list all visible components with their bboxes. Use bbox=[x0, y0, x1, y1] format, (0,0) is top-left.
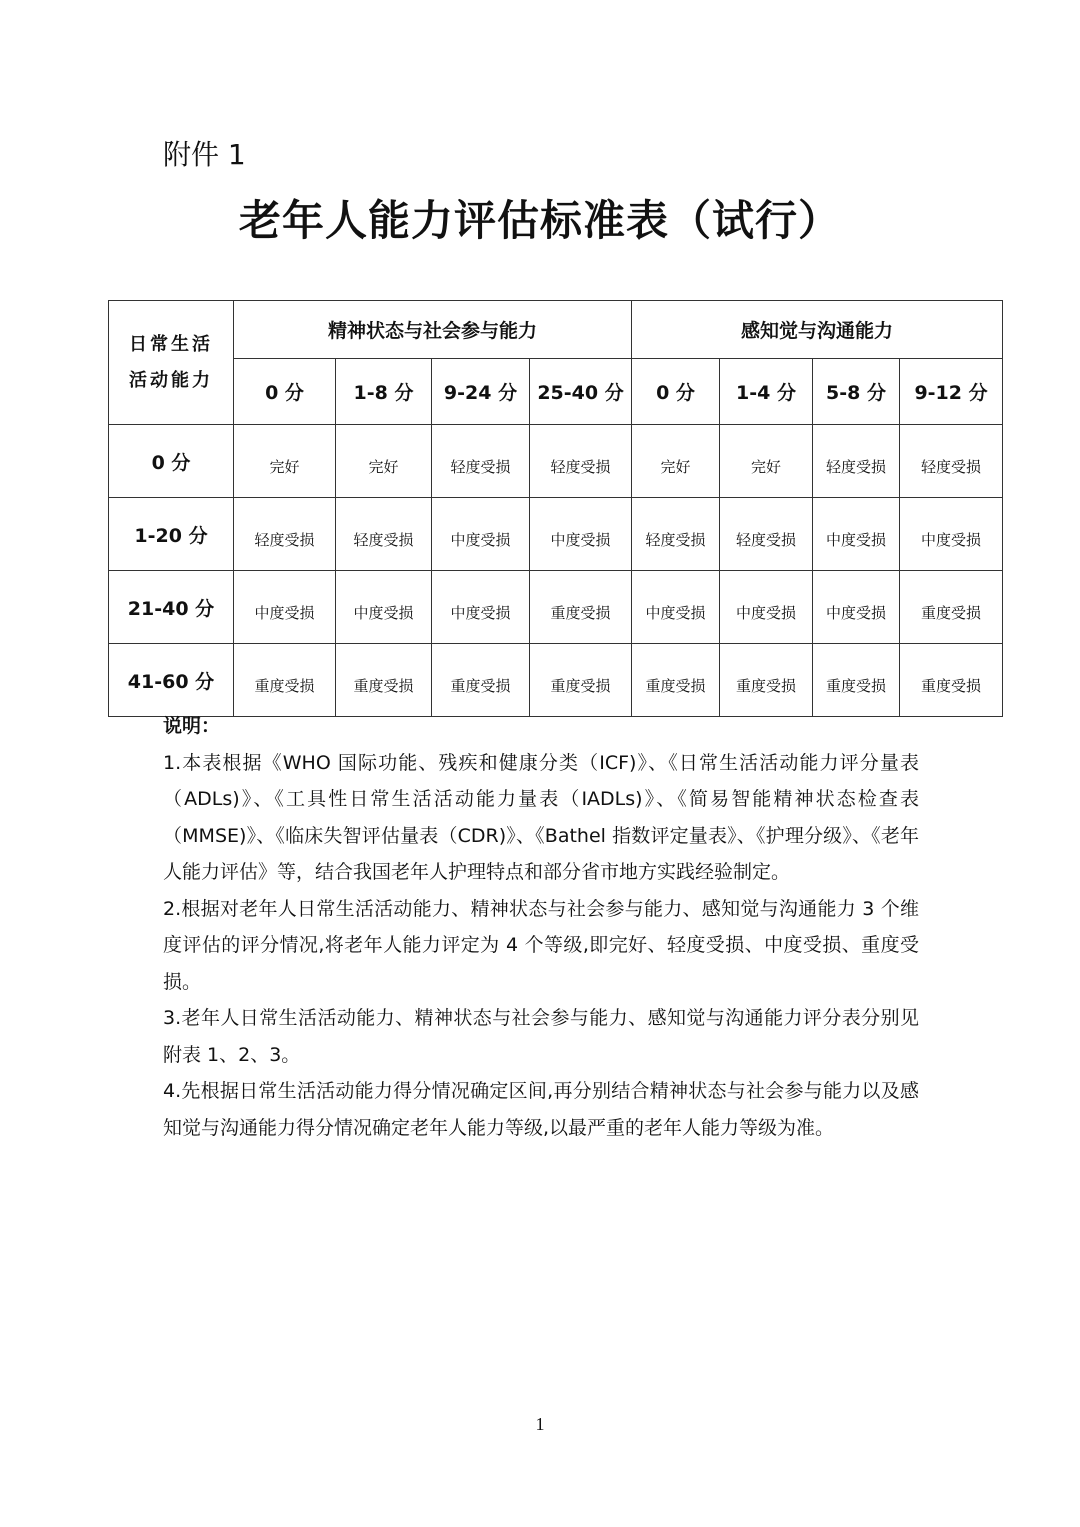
corner-header-line1: 日常生活 bbox=[129, 333, 213, 355]
sub-header: 9-24 分 bbox=[432, 359, 530, 425]
table-row bbox=[109, 571, 1003, 644]
table-cell: 完好 bbox=[720, 425, 813, 498]
group-header-mental: 精神状态与社会参与能力 bbox=[234, 301, 632, 359]
table-cell: 重度受损 bbox=[336, 644, 432, 717]
page-number: 1 bbox=[535, 1414, 545, 1434]
notes-heading: 说明： bbox=[163, 715, 221, 737]
note-item: 3.老年人日常生活活动能力、精神状态与社会参与能力、感知觉与沟通能力评分表分别见附表 1、2、3。 bbox=[163, 1007, 919, 1066]
assessment-table bbox=[108, 300, 1003, 717]
corner-header bbox=[109, 301, 234, 425]
page-title: 老年人能力评估标准表（试行） bbox=[238, 196, 841, 245]
table-cell: 中度受损 bbox=[632, 571, 720, 644]
table-cell: 中度受损 bbox=[336, 571, 432, 644]
sub-header: 0 分 bbox=[234, 359, 336, 425]
table-cell: 重度受损 bbox=[900, 644, 1003, 717]
table-row bbox=[109, 425, 1003, 498]
table-cell: 完好 bbox=[632, 425, 720, 498]
table-cell: 中度受损 bbox=[432, 498, 530, 571]
table-cell: 重度受损 bbox=[632, 644, 720, 717]
table-cell: 轻度受损 bbox=[336, 498, 432, 571]
sub-header: 5-8 分 bbox=[813, 359, 900, 425]
sub-header: 9-12 分 bbox=[900, 359, 1003, 425]
note-item: 1.本表根据《WHO 国际功能、残疾和健康分类（ICF)》、《日常生活活动能力评分量表（ADLs)》、《工具性日常生活活动能力量表（IADLs)》、《简易智能精神状态检查表（MMSE)》、《临床失智评估量表（CDR)》、《Bathel 指数评定量表》、《护理分级》、《老年人能力评估》等，结合我国老年人护理特点和部分省市地方实践经验制定。 bbox=[163, 751, 919, 883]
attachment-label: 附件 1 bbox=[163, 138, 246, 171]
group-header-perception: 感知觉与沟通能力 bbox=[632, 301, 1003, 359]
table-cell: 重度受损 bbox=[720, 644, 813, 717]
table-row bbox=[109, 644, 1003, 717]
sub-header: 1-4 分 bbox=[720, 359, 813, 425]
table-cell: 中度受损 bbox=[720, 571, 813, 644]
table-cell: 重度受损 bbox=[432, 644, 530, 717]
table-row bbox=[109, 498, 1003, 571]
row-header: 21-40 分 bbox=[109, 571, 234, 644]
sub-header: 0 分 bbox=[632, 359, 720, 425]
table-cell: 重度受损 bbox=[900, 571, 1003, 644]
table-cell: 轻度受损 bbox=[900, 425, 1003, 498]
table-cell: 轻度受损 bbox=[813, 425, 900, 498]
row-header: 41-60 分 bbox=[109, 644, 234, 717]
table-cell: 中度受损 bbox=[900, 498, 1003, 571]
table-cell: 中度受损 bbox=[432, 571, 530, 644]
sub-header: 1-8 分 bbox=[336, 359, 432, 425]
table-cell: 完好 bbox=[336, 425, 432, 498]
table-cell: 中度受损 bbox=[813, 498, 900, 571]
table-cell: 重度受损 bbox=[234, 644, 336, 717]
sub-header: 25-40 分 bbox=[530, 359, 632, 425]
table-cell: 中度受损 bbox=[234, 571, 336, 644]
table-cell: 完好 bbox=[234, 425, 336, 498]
note-item: 2.根据对老年人日常生活活动能力、精神状态与社会参与能力、感知觉与沟通能力 3 个维度评估的评分情况,将老年人能力评定为 4 个等级,即完好、轻度受损、中度受损、重度受损。 bbox=[163, 897, 919, 993]
table-cell: 重度受损 bbox=[530, 571, 632, 644]
row-header: 1-20 分 bbox=[109, 498, 234, 571]
note-item: 4.先根据日常生活活动能力得分情况确定区间,再分别结合精神状态与社会参与能力以及感知觉与沟通能力得分情况确定老年人能力等级,以最严重的老年人能力等级为准。 bbox=[163, 1080, 919, 1139]
table-cell: 重度受损 bbox=[530, 644, 632, 717]
table-cell: 中度受损 bbox=[813, 571, 900, 644]
table-cell: 轻度受损 bbox=[234, 498, 336, 571]
table-cell: 中度受损 bbox=[530, 498, 632, 571]
table-cell: 轻度受损 bbox=[720, 498, 813, 571]
table-cell: 重度受损 bbox=[813, 644, 900, 717]
row-header: 0 分 bbox=[109, 425, 234, 498]
table-cell: 轻度受损 bbox=[530, 425, 632, 498]
notes-section bbox=[163, 708, 919, 1146]
table-cell: 轻度受损 bbox=[632, 498, 720, 571]
table-cell: 轻度受损 bbox=[432, 425, 530, 498]
corner-header-line2: 活动能力 bbox=[129, 369, 213, 391]
